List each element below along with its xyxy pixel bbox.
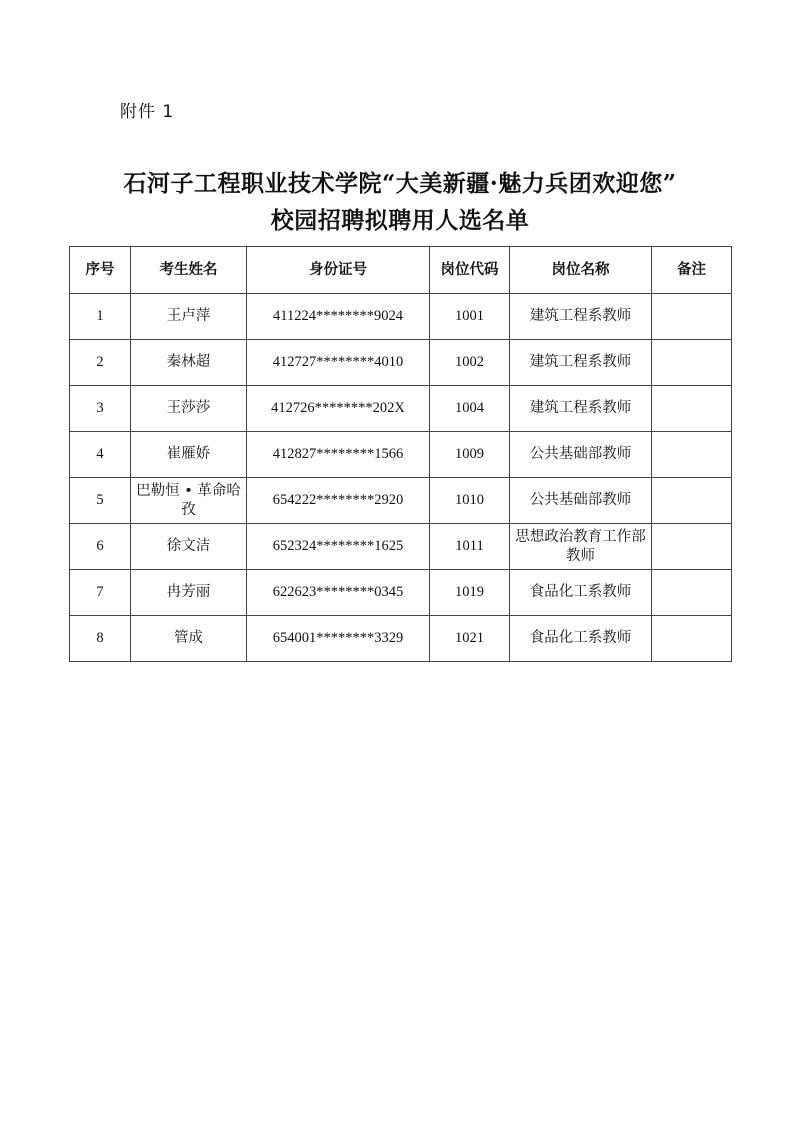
remark-cell — [652, 570, 732, 616]
candidate-name-cell: 王卢萍 — [131, 294, 247, 340]
candidate-name-cell: 徐文洁 — [131, 524, 247, 570]
candidate-name-cell: 秦林超 — [131, 340, 247, 386]
post-name-cell: 建筑工程系教师 — [510, 340, 652, 386]
serial-number-cell: 7 — [70, 570, 131, 616]
post-code-cell: 1011 — [430, 524, 510, 570]
post-name-cell: 建筑工程系教师 — [510, 294, 652, 340]
post-code-cell: 1009 — [430, 432, 510, 478]
post-code-cell: 1002 — [430, 340, 510, 386]
serial-number-cell: 5 — [70, 478, 131, 524]
post-code-cell: 1004 — [430, 386, 510, 432]
document-title-line-1: 石河子工程职业技术学院“大美新疆·魅力兵团欢迎您” — [123, 170, 677, 197]
table-row — [70, 294, 732, 340]
candidate-name-cell: 崔雁娇 — [131, 432, 247, 478]
remark-cell — [652, 294, 732, 340]
id-number-cell: 412827********1566 — [247, 432, 430, 478]
remark-cell — [652, 432, 732, 478]
header-post-code: 岗位代码 — [430, 247, 510, 294]
table-row — [70, 616, 732, 662]
candidate-name-cell: 王莎莎 — [131, 386, 247, 432]
post-name-cell: 食品化工系教师 — [510, 570, 652, 616]
post-name-cell: 建筑工程系教师 — [510, 386, 652, 432]
serial-number-cell: 2 — [70, 340, 131, 386]
id-number-cell: 411224********9024 — [247, 294, 430, 340]
table-row — [70, 524, 732, 570]
post-name-cell: 公共基础部教师 — [510, 432, 652, 478]
post-name-cell: 食品化工系教师 — [510, 616, 652, 662]
id-number-cell: 412726********202X — [247, 386, 430, 432]
remark-cell — [652, 616, 732, 662]
remark-cell — [652, 524, 732, 570]
serial-number-cell: 8 — [70, 616, 131, 662]
table-row — [70, 386, 732, 432]
table-row — [70, 570, 732, 616]
header-post-name: 岗位名称 — [510, 247, 652, 294]
remark-cell — [652, 340, 732, 386]
id-number-cell: 622623********0345 — [247, 570, 430, 616]
serial-number-cell: 3 — [70, 386, 131, 432]
table-row — [70, 432, 732, 478]
candidate-name-cell: 管成 — [131, 616, 247, 662]
serial-number-cell: 1 — [70, 294, 131, 340]
candidate-name-cell: 巴勒恒 • 革命哈孜 — [131, 478, 247, 524]
candidate-table — [69, 246, 732, 662]
id-number-cell: 654001********3329 — [247, 616, 430, 662]
header-remark: 备注 — [652, 247, 732, 294]
table-header-row — [70, 247, 732, 294]
post-name-cell: 思想政治教育工作部教师 — [510, 524, 652, 570]
remark-cell — [652, 386, 732, 432]
post-code-cell: 1021 — [430, 616, 510, 662]
post-code-cell: 1001 — [430, 294, 510, 340]
id-number-cell: 412727********4010 — [247, 340, 430, 386]
candidate-name-cell: 冉芳丽 — [131, 570, 247, 616]
remark-cell — [652, 478, 732, 524]
table-row — [70, 340, 732, 386]
table-row — [70, 478, 732, 524]
id-number-cell: 652324********1625 — [247, 524, 430, 570]
post-name-cell: 公共基础部教师 — [510, 478, 652, 524]
document-title-line-2: 校园招聘拟聘用人选名单 — [270, 207, 530, 234]
attachment-label: 附件 1 — [120, 102, 175, 122]
header-candidate-name: 考生姓名 — [131, 247, 247, 294]
id-number-cell: 654222********2920 — [247, 478, 430, 524]
header-id-number: 身份证号 — [247, 247, 430, 294]
serial-number-cell: 6 — [70, 524, 131, 570]
serial-number-cell: 4 — [70, 432, 131, 478]
post-code-cell: 1019 — [430, 570, 510, 616]
post-code-cell: 1010 — [430, 478, 510, 524]
header-serial-number: 序号 — [70, 247, 131, 294]
